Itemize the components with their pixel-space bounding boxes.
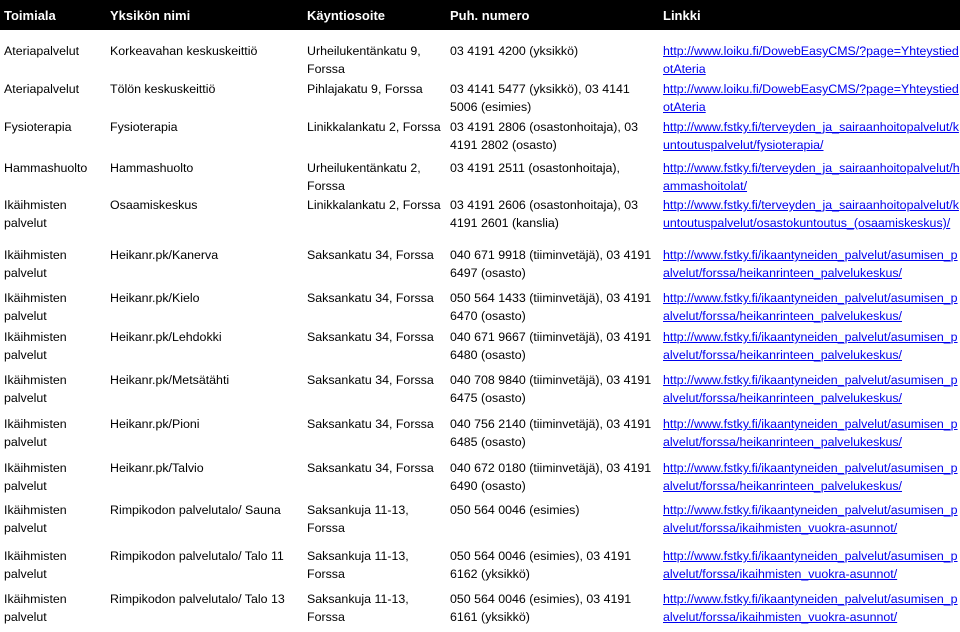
cell-osoite: Saksankatu 34, Forssa	[307, 373, 434, 387]
cell-osoite: Pihlajakatu 9, Forssa	[307, 82, 423, 96]
cell-puhelin: 03 4191 2606 (osastonhoitaja), 03 4191 2601 (kanslia)	[450, 198, 639, 230]
cell-nimi: Heikanr.pk/Talvio	[110, 461, 204, 475]
cell-puhelin: 050 564 0046 (esimies), 03 4191 6162 (yksikkö)	[450, 549, 632, 581]
cell-puhelin: 050 564 0046 (esimies)	[450, 503, 580, 517]
table-row	[0, 116, 960, 154]
cell-osoite: Saksankatu 34, Forssa	[307, 330, 434, 344]
cell-nimi: Fysioterapia	[110, 120, 178, 134]
cell-osoite: Linikkalankatu 2, Forssa	[307, 120, 441, 134]
cell-nimi: Osaamiskeskus	[110, 198, 198, 212]
cell-osoite: Saksankatu 34, Forssa	[307, 248, 434, 262]
cell-linkki[interactable]: http://www.fstky.fi/ikaantyneiden_palvelut/asumisen_p​alvelut/forssa/ikaihmisten_vuokra-asunnot/	[663, 503, 958, 535]
cell-linkki[interactable]: http://www.fstky.fi/ikaantyneiden_palvelut/asumisen_p​alvelut/forssa/heikanrinteen_palvelukeskus/	[663, 373, 958, 405]
table-row	[0, 244, 960, 282]
cell-toimiala: Fysioterapia	[4, 120, 72, 134]
cell-toimiala: Hammashuolto	[4, 161, 88, 175]
cell-puhelin: 040 671 9918 (tiiminvetäjä), 03 4191 6497 (osasto)	[450, 248, 652, 280]
cell-puhelin: 040 672 0180 (tiiminvetäjä), 03 4191 6490 (osasto)	[450, 461, 652, 493]
header-yksikon-nimi: Yksikön nimi	[110, 7, 191, 23]
cell-toimiala: Ikäihmisten palvelut	[4, 330, 67, 362]
cell-toimiala: Ikäihmisten palvelut	[4, 592, 67, 624]
cell-osoite: Saksankuja 11-13, Forssa	[307, 503, 409, 535]
cell-linkki[interactable]: http://www.fstky.fi/ikaantyneiden_palvelut/asumisen_p​alvelut/forssa/heikanrinteen_palvelukeskus/	[663, 248, 958, 280]
table-row	[0, 326, 960, 364]
table-row	[0, 545, 960, 583]
cell-osoite: Saksankatu 34, Forssa	[307, 461, 434, 475]
table-row	[0, 157, 960, 195]
cell-nimi: Heikanr.pk/Kielo	[110, 291, 200, 305]
cell-linkki[interactable]: http://www.fstky.fi/terveyden_ja_sairaanhoitopalvelut/​kuntoutuspalvelut/osastokuntoutus_(osaamiskeskus)/	[663, 198, 959, 230]
cell-puhelin: 040 671 9667 (tiiminvetäjä), 03 4191 6480 (osasto)	[450, 330, 652, 362]
cell-nimi: Rimpikodon palvelutalo/ Talo 13	[110, 592, 285, 606]
cell-nimi: Heikanr.pk/Metsätähti	[110, 373, 230, 387]
table-row	[0, 369, 960, 407]
cell-linkki[interactable]: http://www.fstky.fi/ikaantyneiden_palvelut/asumisen_p​alvelut/forssa/heikanrinteen_palvelukeskus/	[663, 330, 958, 362]
cell-linkki[interactable]: http://www.fstky.fi/ikaantyneiden_palvelut/asumisen_p​alvelut/forssa/heikanrinteen_palvelukeskus/	[663, 461, 958, 493]
table-row	[0, 588, 960, 626]
cell-osoite: Urheilukentänkatu 9, Forssa	[307, 44, 421, 76]
cell-toimiala: Ikäihmisten palvelut	[4, 248, 67, 280]
cell-nimi: Heikanr.pk/Kanerva	[110, 248, 219, 262]
cell-linkki[interactable]: http://www.loiku.fi/DowebEasyCMS/?page=Yhteystiedot​Ateria	[663, 82, 959, 114]
cell-osoite: Saksankatu 34, Forssa	[307, 417, 434, 431]
cell-puhelin: 03 4191 2511 (osastonhoitaja),	[450, 161, 620, 175]
cell-puhelin: 050 564 1433 (tiiminvetäjä), 03 4191 6470 (osasto)	[450, 291, 652, 323]
cell-toimiala: Ateriapalvelut	[4, 44, 80, 58]
table-row	[0, 78, 960, 116]
cell-linkki[interactable]: http://www.fstky.fi/ikaantyneiden_palvelut/asumisen_p​alvelut/forssa/heikanrinteen_palvelukeskus/	[663, 291, 958, 323]
table-header	[0, 0, 960, 30]
cell-puhelin: 03 4191 2806 (osastonhoitaja), 03 4191 2802 (osasto)	[450, 120, 639, 152]
cell-nimi: Korkeavahan keskuskeittiö	[110, 44, 258, 58]
cell-toimiala: Ikäihmisten palvelut	[4, 198, 67, 230]
table-row	[0, 499, 960, 537]
table-row	[0, 457, 960, 495]
cell-osoite: Urheilukentänkatu 2, Forssa	[307, 161, 421, 193]
cell-toimiala: Ikäihmisten palvelut	[4, 549, 67, 581]
header-toimiala: Toimiala	[4, 7, 56, 23]
cell-toimiala: Ikäihmisten palvelut	[4, 461, 67, 493]
cell-linkki[interactable]: http://www.fstky.fi/ikaantyneiden_palvelut/asumisen_p​alvelut/forssa/heikanrinteen_palvelukeskus/	[663, 417, 958, 449]
table-row	[0, 287, 960, 325]
cell-osoite: Saksankatu 34, Forssa	[307, 291, 434, 305]
cell-linkki[interactable]: http://www.fstky.fi/terveyden_ja_sairaanhoitopalvelut/​hammashoitolat/	[663, 161, 960, 193]
cell-puhelin: 040 756 2140 (tiiminvetäjä), 03 4191 6485 (osasto)	[450, 417, 652, 449]
cell-toimiala: Ikäihmisten palvelut	[4, 417, 67, 449]
cell-linkki[interactable]: http://www.fstky.fi/terveyden_ja_sairaanhoitopalvelut/​kuntoutuspalvelut/fysioterapia/	[663, 120, 959, 152]
header-puh-numero: Puh. numero	[450, 7, 530, 23]
table-row	[0, 413, 960, 451]
cell-osoite: Linikkalankatu 2, Forssa	[307, 198, 441, 212]
cell-puhelin: 040 708 9840 (tiiminvetäjä), 03 4191 6475 (osasto)	[450, 373, 652, 405]
cell-linkki[interactable]: http://www.fstky.fi/ikaantyneiden_palvelut/asumisen_p​alvelut/forssa/ikaihmisten_vuokra-asunnot/	[663, 549, 958, 581]
cell-toimiala: Ikäihmisten palvelut	[4, 373, 67, 405]
table-row	[0, 40, 960, 78]
cell-nimi: Rimpikodon palvelutalo/ Sauna	[110, 503, 281, 517]
cell-nimi: Rimpikodon palvelutalo/ Talo 11	[110, 549, 284, 563]
cell-linkki[interactable]: http://www.fstky.fi/ikaantyneiden_palvelut/asumisen_p​alvelut/forssa/ikaihmisten_vuokra-asunnot/	[663, 592, 958, 624]
cell-nimi: Tölön keskuskeittiö	[110, 82, 216, 96]
cell-osoite: Saksankuja 11-13, Forssa	[307, 592, 409, 624]
cell-nimi: Heikanr.pk/Pioni	[110, 417, 200, 431]
cell-toimiala: Ikäihmisten palvelut	[4, 503, 67, 535]
header-kayntiosoite: Käyntiosoite	[307, 7, 386, 23]
cell-puhelin: 050 564 0046 (esimies), 03 4191 6161 (yksikkö)	[450, 592, 632, 624]
cell-toimiala: Ateriapalvelut	[4, 82, 80, 96]
cell-nimi: Heikanr.pk/Lehdokki	[110, 330, 222, 344]
cell-puhelin: 03 4141 5477 (yksikkö), 03 4141 5006 (esimies)	[450, 82, 630, 114]
cell-linkki[interactable]: http://www.loiku.fi/DowebEasyCMS/?page=Yhteystiedot​Ateria	[663, 44, 959, 76]
table-row	[0, 194, 960, 232]
header-linkki: Linkki	[663, 7, 701, 23]
cell-osoite: Saksankuja 11-13, Forssa	[307, 549, 409, 581]
cell-toimiala: Ikäihmisten palvelut	[4, 291, 67, 323]
cell-puhelin: 03 4191 4200 (yksikkö)	[450, 44, 579, 58]
cell-nimi: Hammashuolto	[110, 161, 194, 175]
